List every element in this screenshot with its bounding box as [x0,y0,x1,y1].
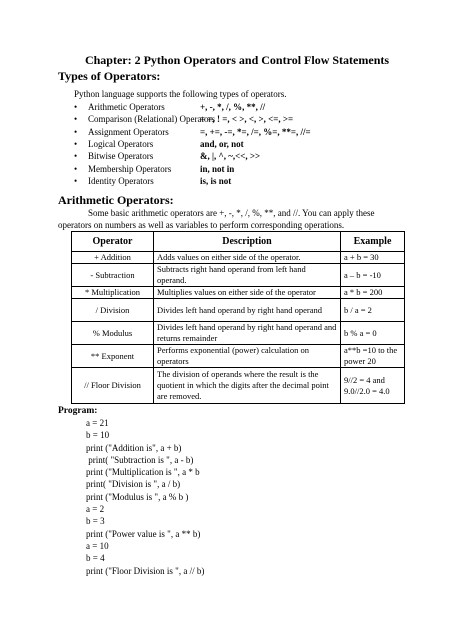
operator-type-item [74,175,311,187]
header-example: Example [341,232,405,252]
code-line: b = 3 [86,516,105,527]
operator-type-item [74,150,311,162]
bullet-icon: • [74,126,78,137]
bullet-icon: • [74,175,78,186]
table-row [72,368,405,404]
description-cell: Performs exponential (power) calculation on operators [154,345,341,368]
example-cell: b % a = 0 [341,322,405,345]
code-line: a = 10 [86,540,109,551]
header-operator: Operator [72,232,154,252]
bullet-icon: • [74,139,78,150]
code-line: print ("Floor Division is ", a // b) [86,565,205,576]
operator-type-symbols: &, |, ^, ~,<<, >> [200,151,261,162]
code-line: a = 21 [86,418,109,428]
code-line: print ("Addition is", a + b) [86,442,182,453]
table-row [72,345,405,368]
bullet-icon: • [74,102,78,113]
example-cell: a + b = 30 [341,252,405,264]
table-row [72,252,405,264]
example-cell: a – b = -10 [341,264,405,287]
operator-type-item [74,162,311,174]
example-cell: a**b =10 to the power 20 [341,345,405,368]
description-cell: The division of operands where the result is the quotient in which the digits after the decimal point are removed. [154,368,341,404]
operator-cell: * Multiplication [72,287,154,299]
operator-type-item [74,126,311,138]
operator-cell: % Modulus [72,322,154,345]
operator-type-name: Bitwise Operators [88,151,154,162]
program-label: Program: [58,406,98,416]
bullet-icon: • [74,151,78,162]
operator-type-symbols: in, not in [200,163,235,174]
operator-cell: // Floor Division [72,368,154,404]
arithmetic-intro-line-2: operators on numbers as well as variables to perform corresponding operations. [58,220,345,230]
operator-type-item [74,113,311,125]
example-cell: a * b = 200 [341,287,405,299]
table-row [72,322,405,345]
operator-type-name: Membership Operators [88,163,172,174]
code-line: print ("Modulus is ", a % b ) [86,491,189,502]
table-header-row [72,232,405,252]
example-cell: 9//2 = 4 and 9.0//2.0 = 4.0 [341,368,405,404]
operator-type-item [74,138,311,150]
operator-cell: + Addition [72,252,154,264]
operator-type-name: Identity Operators [88,175,154,186]
arithmetic-operators-table [71,231,405,404]
description-cell: Divides left hand operand by right hand operand and returns remainder [154,322,341,345]
operator-type-symbols: is, is not [200,175,232,186]
code-line: b = 4 [86,553,105,564]
operator-type-name: Comparison (Relational) Operators [88,114,215,125]
operator-cell: - Subtraction [72,264,154,287]
operator-cell: / Division [72,299,154,322]
code-line: print ("Multiplication is ", a * b [86,467,200,478]
description-cell: Divides left hand operand by right hand operand [154,299,341,322]
table-row [72,287,405,299]
arithmetic-intro [58,207,424,231]
table-row [72,264,405,287]
operator-type-item [74,101,311,113]
operator-type-name: Logical Operators [88,139,154,150]
description-cell: Adds values on either side of the operator. [154,252,341,264]
operator-type-symbols: =, +=, -=, *=, /=, %=, **=, //= [200,126,311,137]
operator-type-symbols: and, or, not [200,139,244,150]
chapter-title: Chapter: 2 Python Operators and Control Flow Statements [84,53,390,67]
operator-type-name: Assignment Operators [88,126,169,137]
operator-type-symbols: +, -, *, /, %, **, // [200,102,266,113]
operator-type-symbols: = =, ! =, < >, <, >, <=, >= [200,114,294,125]
bullet-icon: • [74,114,78,125]
description-cell: Subtracts right hand operand from left hand operand. [154,264,341,287]
arithmetic-intro-line-1: Some basic arithmetic operators are +, -, *, /, %, **, and //. You can apply these [88,208,375,218]
code-line: print ("Power value is ", a ** b) [86,528,201,539]
header-description: Description [154,232,341,252]
code-line: a = 2 [86,504,105,515]
table-row [72,299,405,322]
operator-cell: ** Exponent [72,345,154,368]
example-cell: b / a = 2 [341,299,405,322]
code-line: b = 10 [86,430,110,441]
types-intro: Python language supports the following types of operators. [74,89,287,99]
operator-type-name: Arithmetic Operators [88,102,165,113]
types-heading: Types of Operators: [58,69,161,83]
code-line: print( "Subtraction is ", a - b) [86,454,194,465]
code-line: print( "Division is ", a / b) [86,479,181,490]
description-cell: Multiplies values on either side of the operator [154,287,341,299]
operator-types-list [74,101,311,187]
arithmetic-heading: Arithmetic Operators: [58,193,174,207]
bullet-icon: • [74,163,78,174]
program-code [86,418,204,578]
